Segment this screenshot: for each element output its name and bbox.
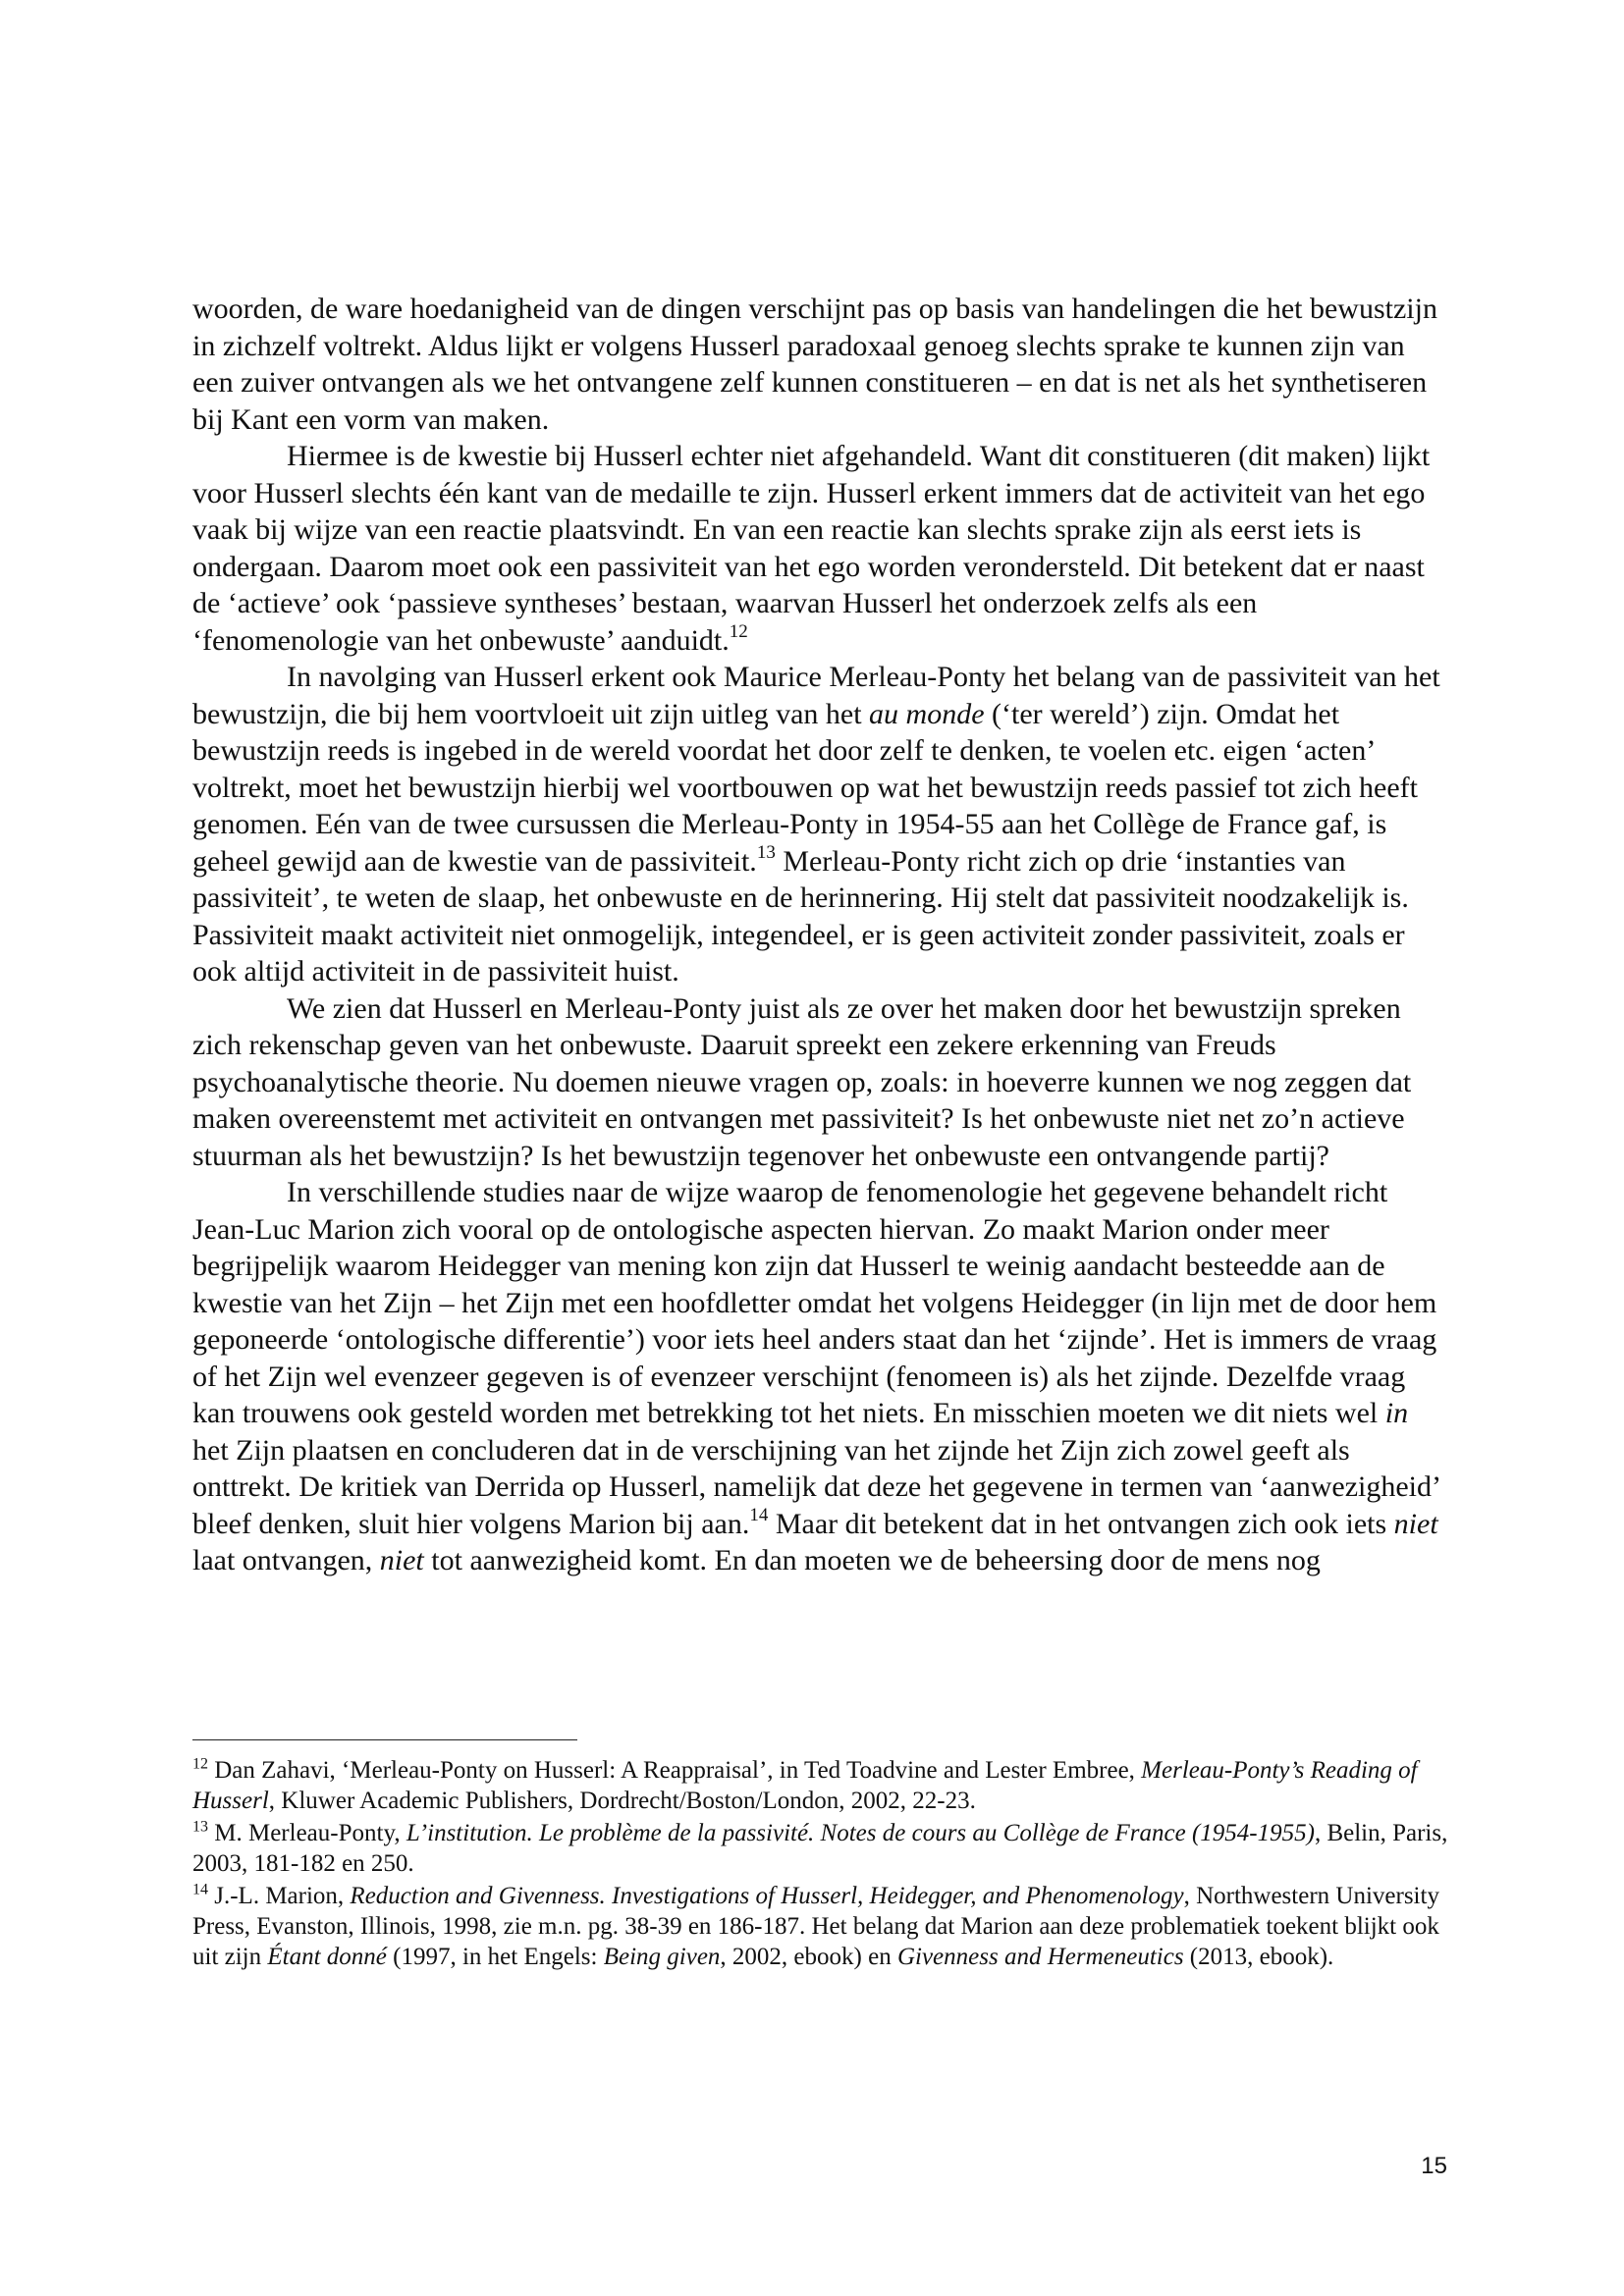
italic-text-run: niet: [379, 1544, 424, 1576]
text-run: , Kluwer Academic Publishers, Dordrecht/Boston/London, 2002, 22-23.: [268, 1788, 976, 1814]
text-run: Hiermee is de kwestie bij Husserl echter niet afgehandeld. Want dit constitueren (dit maken) lijkt voor Husserl slechts één kant van de medaille te zijn. Husserl erkent immers dat de activiteit van het ego vaak bij wijze van een reactie plaatsvindt. En van een reactie kan slechts sprake zijn als eerst iets is ondergaan. Daarom moet ook een passiviteit van het ego worden verondersteld. Dit betekent dat er naast de ‘actieve’ ook ‘passieve syntheses’ bestaan, waarvan Husserl het onderzoek zelfs als een ‘fenomenologie van het onbewuste’ aanduidt.: [192, 440, 1431, 657]
footnote-number: 12: [192, 1755, 208, 1773]
italic-text-run: Being given: [603, 1944, 721, 1970]
paragraph: [192, 659, 1445, 990]
footnote-number: 13: [192, 1818, 208, 1836]
footnote: [192, 1818, 1459, 1879]
italic-text-run: au monde: [869, 697, 985, 730]
body-text: [192, 291, 1445, 1579]
text-run: , Northwestern University Press, Evanston, Illinois, 1998, zie m.n. pg. 38-39 en 186-187. Het belang dat Marion aan deze problematiek toekent blijkt ook uit zijn: [192, 1883, 1439, 1970]
italic-text-run: Givenness and Hermeneutics: [896, 1944, 1184, 1970]
text-run: We zien dat Husserl en Merleau-Ponty juist als ze over het maken door het bewustzijn spreken zich rekenschap geven van het onbewuste. Daaruit spreekt een zekere erkenning van Freuds psychoanalytische theorie. Nu doemen nieuwe vragen op, zoals: in hoeverre kunnen we nog zeggen dat maken overeenstemt met activiteit en ontvangen met passiviteit? Is het onbewuste niet net zo’n actieve stuurman als het bewustzijn? Is het bewustzijn tegenover het onbewuste een ontvangende partij?: [192, 991, 1412, 1172]
footnote-reference: 12: [729, 620, 748, 642]
text-run: (1997, in het Engels:: [386, 1944, 604, 1970]
italic-text-run: Reduction and Givenness. Investigations of Husserl, Heidegger, and Phenomenology: [350, 1883, 1184, 1909]
text-run: laat ontvangen,: [192, 1544, 380, 1576]
italic-text-run: in: [1384, 1397, 1409, 1429]
text-run: In verschillende studies naar de wijze waarop de fenomenologie het gegevene behandelt richt Jean-Luc Marion zich vooral op de ontologische aspecten hiervan. Zo maakt Marion onder meer begrijpelijk waarom Heidegger van mening kon zijn dat Husserl te weinig aandacht besteedde aan de kwestie van het Zijn – het Zijn met een hoofdletter omdat het volgens Heidegger (in lijn met de door hem geponeerde ‘ontologische differentie’) voor iets heel anders staat dan het ‘zijnde’. Het is immers de vraag of het Zijn wel evenzeer gegeven is of evenzeer verschijnt (fenomeen is) als het zijnde. Dezelfde vraag kan trouwens ook gesteld worden met betrekking tot het niets. En misschien moeten we dit niets wel: [192, 1176, 1437, 1429]
text-run: woorden, de ware hoedanigheid van de dingen verschijnt pas op basis van handelingen die het bewustzijn in zichzelf voltrekt. Aldus lijkt er volgens Husserl paradoxaal genoeg slechts sprake te kunnen zijn van een zuiver ontvangen als we het ontvangene zelf kunnen constitueren – en dat is net als het synthetiseren bij Kant een vorm van maken.: [192, 293, 1437, 436]
text-run: (2013, ebook).: [1183, 1944, 1334, 1970]
footnote: [192, 1755, 1459, 1816]
footnote-separator: [192, 1739, 577, 1740]
footnotes: [192, 1755, 1459, 1974]
text-run: Dan Zahavi, ‘Merleau-Ponty on Husserl: A Reappraisal’, in Ted Toadvine and Lester Embree,: [208, 1757, 1142, 1784]
text-run: , Belin, Paris, 2003, 181-182 en 250.: [192, 1820, 1448, 1877]
text-run: Merleau-Ponty richt zich op drie ‘instanties van passiviteit’, te weten de slaap, het onbewuste en de herinnering. Hij stelt dat passiviteit noodzakelijk is. Passiviteit maakt activiteit niet onmogelijk, integendeel, er is geen activiteit zonder passiviteit, zoals er ook altijd activiteit in de passiviteit huist.: [192, 844, 1409, 988]
text-run: J.-L. Marion,: [208, 1883, 351, 1909]
footnote: [192, 1881, 1459, 1972]
paragraph: [192, 990, 1445, 1175]
footnote-reference: 14: [749, 1504, 769, 1525]
italic-text-run: Merleau-Ponty’s Reading of Husserl: [192, 1757, 1418, 1814]
text-run: (‘ter wereld’) zijn. Omdat het bewustzijn reeds is ingebed in de wereld voordat het door zelf te denken, te voelen etc. eigen ‘acten’ voltrekt, moet het bewustzijn hierbij wel voortbouwen op wat het bewustzijn reeds passief tot zich heeft genomen. Eén van de twee cursussen die Merleau-Ponty in 1954-55 aan het Collège de France gaf, is geheel gewijd aan de kwestie van de passiviteit.: [192, 697, 1418, 878]
paragraph: [192, 291, 1445, 438]
paragraph: [192, 438, 1445, 659]
text-run: tot aanwezigheid komt. En dan moeten we de beheersing door de mens nog: [423, 1544, 1321, 1576]
text-run: M. Merleau-Ponty,: [208, 1820, 406, 1846]
paragraph: [192, 1174, 1445, 1579]
italic-text-run: niet: [1393, 1507, 1438, 1540]
footnote-number: 14: [192, 1881, 208, 1898]
page-number: 15: [1421, 2153, 1447, 2179]
text-run: In navolging van Husserl erkent ook Maurice Merleau-Ponty het belang van de passiviteit van het bewustzijn, die bij hem voortvloeit uit zijn uitleg van het: [192, 661, 1440, 730]
text-run: Maar dit betekent dat in het ontvangen zich ook iets: [768, 1507, 1394, 1540]
footnote-reference: 13: [756, 841, 776, 863]
italic-text-run: Étant donné: [267, 1944, 387, 1970]
text-run: het Zijn plaatsen en concluderen dat in de verschijning van het zijnde het Zijn zich zowel geeft als onttrekt. De kritiek van Derrida op Husserl, namelijk dat deze het gegevene in termen van ‘aanwezigheid’ bleef denken, sluit hier volgens Marion bij aan.: [192, 1433, 1439, 1540]
italic-text-run: L’institution. Le problème de la passivité. Notes de cours au Collège de France (1954-1955): [406, 1820, 1315, 1846]
text-run: , 2002, ebook) en: [720, 1944, 897, 1970]
